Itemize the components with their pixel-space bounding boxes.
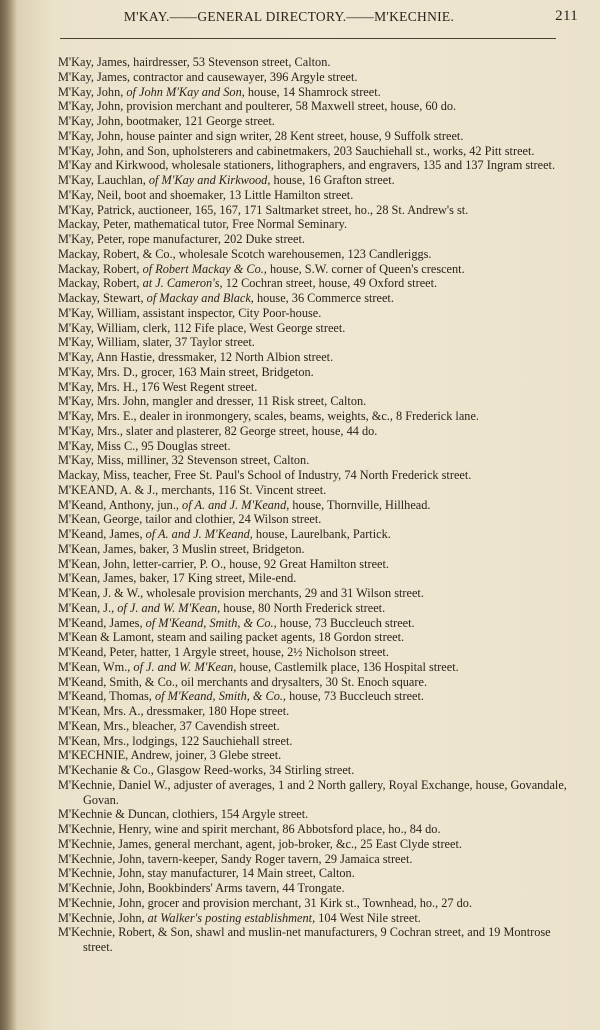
entry-text: M'Kay, Mrs. D., grocer, 163 Main street, Bridgeton. [58,364,314,379]
directory-entry [58,203,582,218]
entry-text: M'Kechnie, John, Bookbinders' Arms tavern, 44 Trongate. [58,881,345,895]
directory-entry [58,822,582,837]
entry-text: Mackay, Robert, [58,276,143,291]
entry-text: M'KEAND, A. & J., merchants, 116 St. Vincent street. [58,482,327,497]
directory-entry [58,852,582,867]
directory-entry [58,630,582,645]
entry-text: Mackay, Robert, [58,261,143,276]
directory-entry [58,276,582,291]
entry-text: Mackay, Stewart, [58,291,147,305]
entry-text: M'Kechnie, John, grocer and provision merchant, 31 Kirk st., Townhead, ho., 27 do. [58,895,473,910]
directory-entry [58,173,582,188]
directory-entry [58,763,582,778]
directory-entry [58,306,582,321]
directory-entry [58,453,582,468]
directory-entry [58,483,582,498]
directory-entry [58,512,582,527]
entry-text: M'Kay, Lauchlan, [58,173,149,187]
book-binding-edge [0,0,18,1030]
entry-text: M'Kay, William, clerk, 112 Fife place, West George street. [58,320,346,335]
entry-text: M'Keand, Anthony, jun., [58,497,183,512]
directory-entry [58,129,582,144]
entry-firm-italic: of A. and J. M'Keand, [145,527,253,541]
entry-text: M'Kechnie, James, general merchant, agent, job-broker, &c., 25 East Clyde street. [58,836,462,851]
entry-firm-italic: at J. Cameron's, [142,276,223,291]
directory-entry [58,645,582,660]
directory-entry [58,158,582,173]
entry-text: house, S.W. corner of Queen's crescent. [266,261,465,276]
directory-entry [58,527,582,542]
directory-entry [58,99,582,114]
directory-entry [58,866,582,881]
entry-firm-italic: of M'Keand, Smith, & Co., [154,689,287,704]
directory-entry [58,55,582,70]
entry-firm-italic: of J. and W. M'Kean, [133,659,237,674]
entry-text: M'Kay, Patrick, auctioneer, 165, 167, 171 Saltmarket street, ho., 28 St. Andrew's st. [58,202,469,217]
entry-text: 104 West Nile street. [315,910,421,925]
entry-text: M'Kay, John, house painter and sign writer, 28 Kent street, house, 9 Suffolk street. [58,128,464,143]
entry-text: M'Kean, James, baker, 17 King street, Mile-end. [58,571,297,586]
directory-entry [58,321,582,336]
entry-text: M'Kechnie, John, tavern-keeper, Sandy Roger tavern, 29 Jamaica street. [58,851,413,866]
directory-entries [58,55,582,955]
entry-text: Mackay, Miss, teacher, Free St. Paul's School of Industry, 74 North Frederick street. [58,468,472,482]
entry-text: M'Kechnie, Henry, wine and spirit merchant, 86 Abbotsford place, ho., 84 do. [58,822,441,836]
entry-text: M'Kechnie & Duncan, clothiers, 154 Argyle street. [58,807,309,822]
entry-text: M'Kean, Mrs., bleacher, 37 Cavendish street. [58,718,280,733]
running-head-title: M'KAY.——GENERAL DIRECTORY.——M'KECHNIE. [123,9,455,24]
entry-text: M'Kean, Wm., [58,659,134,674]
directory-entry [58,881,582,896]
entry-text: M'Kay, James, hairdresser, 53 Stevenson street, Calton. [58,55,331,69]
entry-text: house, 73 Buccleuch street. [276,615,415,630]
entry-text: M'Kechanie & Co., Glasgow Reed-works, 34 Stirling street. [58,763,355,777]
header-rule [60,38,556,39]
directory-entry [58,542,582,557]
entry-firm-italic: of M'Keand, Smith, & Co., [145,615,277,630]
directory-entry [58,896,582,911]
entry-firm-italic: at Walker's posting establishment, [147,910,316,925]
directory-entry [58,837,582,852]
entry-text: M'Kay, John, [58,84,127,99]
directory-entry [58,601,582,616]
directory-entry [58,188,582,203]
entry-text: M'Kean, Mrs., lodgings, 122 Sauchiehall street. [58,733,293,748]
entry-text: house, Thornville, Hillhead. [289,497,431,512]
entry-text: M'Kay, Neil, boot and shoemaker, 13 Little Hamilton street. [58,187,354,202]
entry-firm-italic: of Robert Mackay & Co., [142,261,267,276]
entry-text: M'Kay, Ann Hastie, dressmaker, 12 North Albion street. [58,350,334,364]
directory-entry [58,114,582,129]
directory-entry [58,498,582,513]
entry-text: M'Keand, Smith, & Co., oil merchants and drysalters, 30 St. Enoch square. [58,674,428,689]
directory-entry [58,144,582,159]
directory-entry [58,616,582,631]
directory-entry [58,247,582,262]
directory-entry [58,232,582,247]
entry-text: house, 80 North Frederick street. [220,600,386,615]
directory-entry [58,675,582,690]
directory-entry [58,291,582,306]
entry-text: M'Keand, Peter, hatter, 1 Argyle street, house, 2½ Nicholson street. [58,645,389,659]
directory-entry [58,365,582,380]
entry-text: house, 73 Buccleuch street. [286,689,424,704]
entry-text: M'Kean, J., [58,600,118,615]
entry-firm-italic: of M'Kay and Kirkwood, [148,173,271,187]
entry-text: M'Kay, James, contractor and causewayer, 396 Argyle street. [58,69,358,84]
running-head [60,9,578,31]
entry-text: M'Kay, Peter, rope manufacturer, 202 Duke street. [58,232,305,246]
directory-entry [58,70,582,85]
directory-entry [58,380,582,395]
entry-text: M'Kechnie, John, [58,910,148,925]
directory-entry [58,394,582,409]
directory-entry [58,571,582,586]
entry-text: M'Kechnie, Robert, & Son, shawl and muslin-net manufacturers, 9 Cochran street, and 19 Montrose street. [58,925,551,954]
entry-text: M'Kay, Mrs. E., dealer in ironmongery, scales, beams, weights, &c., 8 Frederick lane. [58,409,479,423]
directory-entry [58,807,582,822]
entry-text: Mackay, Robert, & Co., wholesale Scotch warehousemen, 123 Candleriggs. [58,246,432,261]
entry-text: M'Kay, Mrs., slater and plasterer, 82 George street, house, 44 do. [58,423,378,438]
entry-text: M'Kean, John, letter-carrier, P. O., house, 92 Great Hamilton street. [58,556,390,571]
entry-text: M'Kechnie, John, stay manufacturer, 14 Main street, Calton. [58,866,355,881]
entry-text: M'Kay, Miss C., 95 Douglas street. [58,438,231,453]
entry-text: M'Kean, Mrs. A., dressmaker, 180 Hope street. [58,704,290,718]
entry-text: M'Kay, Mrs. John, mangler and dresser, 11 Risk street, Calton. [58,394,367,409]
entry-text: M'Kean, James, baker, 3 Muslin street, Bridgeton. [58,541,305,556]
page-number: 211 [555,8,578,24]
entry-text: house, 36 Commerce street. [253,291,394,305]
entry-text: M'Kean & Lamont, steam and sailing packet agents, 18 Gordon street. [58,630,405,645]
directory-entry [58,734,582,749]
entry-text: M'Kay, John, bootmaker, 121 George street. [58,114,275,128]
directory-entry [58,439,582,454]
entry-text: M'Kay and Kirkwood, wholesale stationers, lithographers, and engravers, 135 and 137 Ingram street. [58,158,556,173]
entry-text: Mackay, Peter, mathematical tutor, Free Normal Seminary. [58,217,348,232]
directory-entry [58,335,582,350]
entry-text: M'Kechnie, Daniel W., adjuster of averages, 1 and 2 North gallery, Royal Exchange, house, Govandale, Govan. [58,777,567,807]
directory-entry [58,748,582,763]
directory-entry [58,85,582,100]
entry-text: house, 16 Grafton street. [270,173,395,187]
directory-entry [58,689,582,704]
directory-entry [58,704,582,719]
entry-text: M'Kean, J. & W., wholesale provision merchants, 29 and 31 Wilson street. [58,586,424,600]
entry-firm-italic: of J. and W. M'Kean, [117,600,221,615]
directory-entry [58,911,582,926]
directory-entry [58,409,582,424]
entry-text: house, Castlemilk place, 136 Hospital street. [236,659,459,674]
directory-entry [58,925,582,955]
entry-text: M'Kay, John, provision merchant and poulterer, 58 Maxwell street, house, 60 do. [58,99,457,114]
directory-entry [58,778,582,808]
entry-firm-italic: of John M'Kay and Son, [126,84,245,99]
entry-text: M'Keand, James, [58,615,146,630]
directory-entry [58,586,582,601]
entry-text: M'Kay, John, and Son, upholsterers and cabinetmakers, 203 Sauchiehall st., works, 42 Pitt street. [58,143,535,158]
entry-text: M'Keand, James, [58,527,146,541]
entry-text: house, 14 Shamrock street. [244,84,381,99]
entry-text: M'Kay, Miss, milliner, 32 Stevenson street, Calton. [58,453,310,468]
entry-text: M'KECHNIE, Andrew, joiner, 3 Glebe street. [58,748,282,763]
entry-text: M'Keand, Thomas, [58,689,155,704]
entry-text: M'Kean, George, tailor and clothier, 24 Wilson street. [58,512,322,527]
directory-entry [58,557,582,572]
directory-entry [58,217,582,232]
entry-text: 12 Cochran street, house, 49 Oxford street. [222,276,438,291]
directory-entry [58,424,582,439]
entry-firm-italic: of Mackay and Black, [146,291,254,305]
entry-firm-italic: of A. and J. M'Keand, [182,497,290,512]
entry-text: house, Laurelbank, Partick. [252,527,391,541]
directory-entry [58,660,582,675]
directory-entry [58,262,582,277]
entry-text: M'Kay, William, slater, 37 Taylor street. [58,335,255,350]
directory-entry [58,350,582,365]
entry-text: M'Kay, William, assistant inspector, City Poor-house. [58,305,322,320]
entry-text: M'Kay, Mrs. H., 176 West Regent street. [58,379,258,394]
directory-entry [58,719,582,734]
directory-entry [58,468,582,483]
